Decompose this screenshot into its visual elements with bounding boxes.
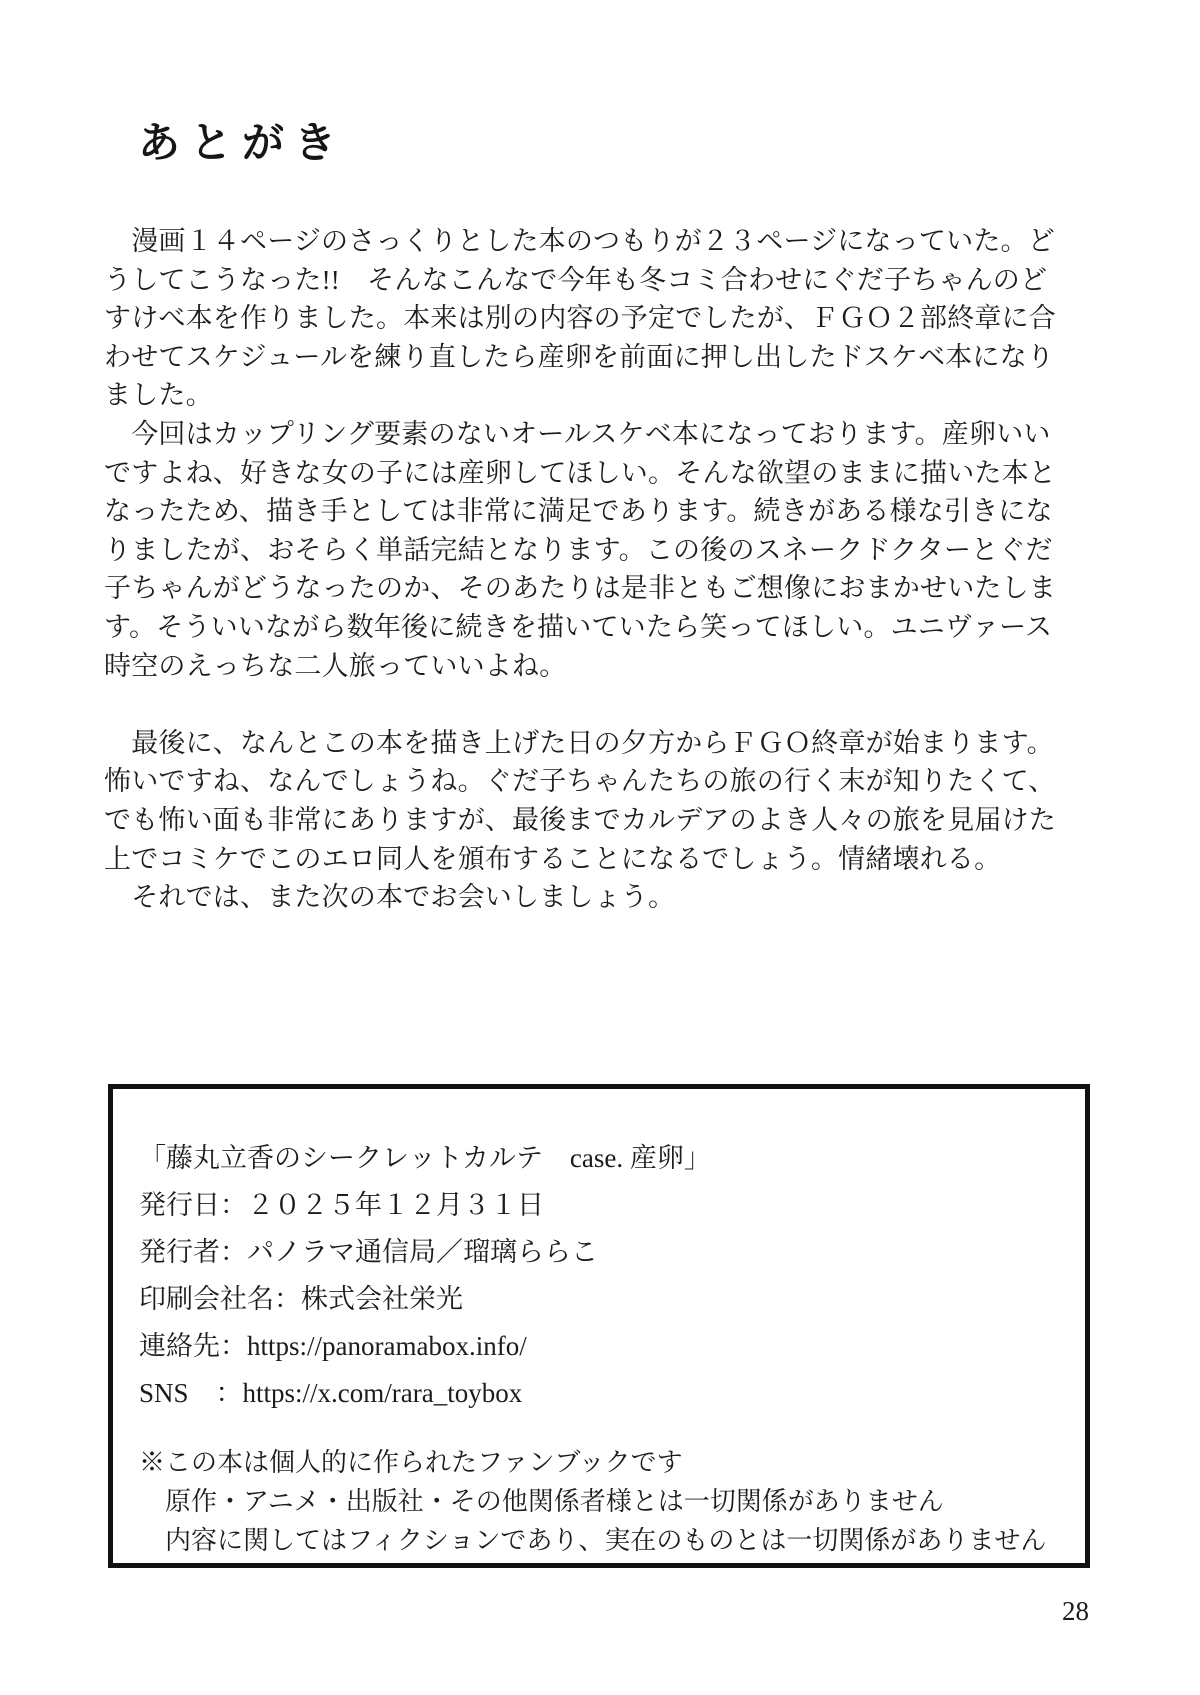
colophon-contact-url: 連絡先：https://panoramabox.info/: [139, 1331, 527, 1361]
afterword-line: でも怖い面も非常にありますが、最後までカルデアのよき人々の旅を見届けた: [104, 804, 1056, 835]
afterword-line: す。そういいながら数年後に続きを描いていたら笑ってほしい。ユニヴァース: [104, 611, 1053, 642]
colophon-printer: 印刷会社名：株式会社栄光: [139, 1284, 463, 1314]
afterword-line: ですよね、好きな女の子には産卵してほしい。そんな欲望のままに描いた本と: [104, 457, 1056, 488]
page-title: あとがき: [138, 121, 347, 167]
colophon-book-title: 「藤丸立香のシークレットカルテ case. 産卵」: [139, 1143, 711, 1173]
colophon-content: [113, 1089, 1085, 1560]
colophon-sns-url: SNS ：https://x.com/rara_toybox: [139, 1378, 523, 1408]
afterword-line: 今回はカップリング要素のないオールスケベ本になっております。産卵いい: [104, 418, 1051, 449]
colophon-publish-date: 発行日：２０２５年１２月３１日: [139, 1190, 544, 1220]
afterword-line: 漫画１４ページのさっくりとした本のつもりが２３ページになっていた。ど: [104, 226, 1055, 256]
afterword-line: 時空のえっちな二人旅っていいよね。: [104, 650, 567, 681]
afterword-line: それでは、また次の本でお会いしましょう。: [104, 882, 676, 913]
afterword-line: なったため、描き手としては非常に満足であります。続きがある様な引きにな: [104, 496, 1053, 527]
page-number: 28: [1062, 1596, 1089, 1626]
afterword-line: 子ちゃんがどうなったのか、そのあたりは是非ともご想像におまかせいたしま: [104, 573, 1056, 604]
afterword-line: 上でコミケでこのエロ同人を頒布することになるでしょう。情緒壊れる。: [104, 843, 1002, 874]
afterword-line: わせてスケジュールを練り直したら産卵を前面に押し出したドスケベ本になり: [104, 341, 1055, 372]
colophon-disclaimer-line: 内容に関してはフィクションであり、実在のものとは一切関係がありません: [139, 1526, 1047, 1555]
afterword-line: りましたが、おそらく単話完結となります。この後のスネークドクターとぐだ: [104, 534, 1053, 565]
afterword-line: 最後に、なんとこの本を描き上げた日の夕方からＦＧＯ終章が始まります。: [104, 727, 1054, 758]
colophon-box: [108, 1084, 1090, 1568]
afterword-line: すけべ本を作りました。本来は別の内容の予定でしたが、ＦＧＯ２部終章に合: [104, 303, 1056, 334]
afterword-line: 怖いですね、なんでしょうね。ぐだ子ちゃんたちの旅の行く末が知りたくて、: [104, 766, 1056, 797]
afterword-line: うしてこうなった!! そんなこんなで今年も冬コミ合わせにぐだ子ちゃんのど: [104, 264, 1048, 295]
colophon-publisher: 発行者：パノラマ通信局／瑠璃ららこ: [139, 1237, 598, 1267]
colophon-disclaimer-line: 原作・アニメ・出版社・その他関係者様とは一切関係がありません: [139, 1487, 944, 1516]
colophon-disclaimer-line: ※この本は個人的に作られたファンブックです: [139, 1448, 683, 1477]
afterword-body: [104, 222, 1064, 917]
colophon-spacer: [139, 1417, 1065, 1443]
afterword-blank-line: [104, 685, 1064, 724]
afterword-line: ました。: [104, 380, 213, 411]
